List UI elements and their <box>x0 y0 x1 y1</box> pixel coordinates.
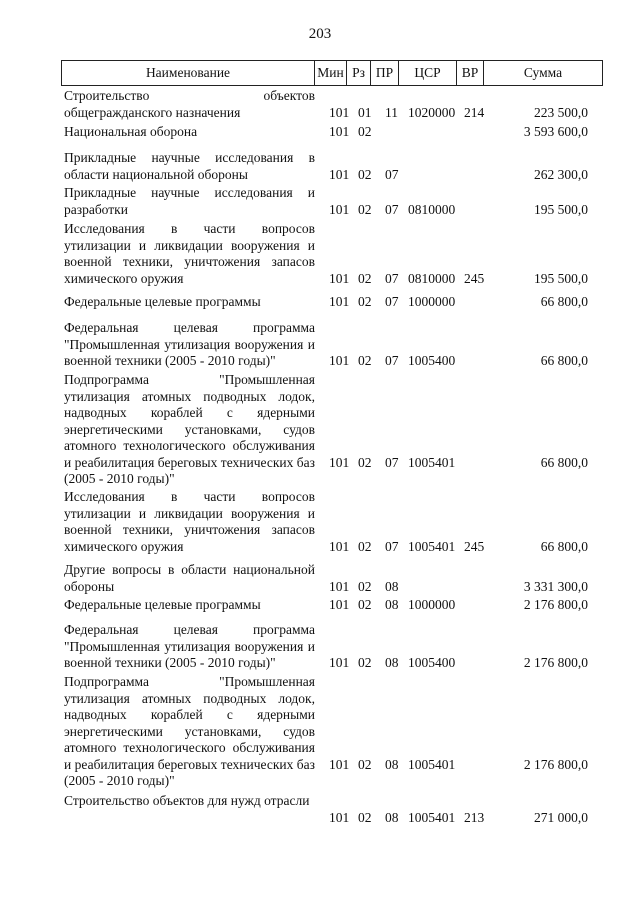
row-rz-cell: 02 <box>358 809 372 825</box>
row-pr-cell: 08 <box>385 597 399 612</box>
column-header-min: Мин <box>315 61 347 85</box>
row-sum-cell: 271 000,0 <box>534 809 588 825</box>
column-header-name: Наименование <box>62 61 315 85</box>
row-csr-cell: 1005401 <box>408 454 456 470</box>
row-pr-cell: 08 <box>385 655 399 670</box>
row-name-cell: Федеральные целевые программы <box>64 294 261 309</box>
column-header-csr: ЦСР <box>399 61 457 85</box>
row-min-cell: 101 <box>329 104 350 120</box>
row-sum-cell: 262 300,0 <box>534 166 588 182</box>
row-rz-cell: 02 <box>358 124 372 139</box>
row-sum-cell: 3 331 300,0 <box>523 578 588 594</box>
row-name-cell: Подпрограмма "Промышленная утилизация атомных подводных лодок, надводных кораблей с ядерными энергетическими установками, судов атомного технологического обслуживания и реабилитация береговых технических баз (2005 - 2010 годы)" <box>64 372 315 486</box>
table-row <box>0 88 640 121</box>
table-row <box>0 150 640 183</box>
row-pr-cell: 11 <box>385 104 398 120</box>
row-pr-cell: 07 <box>385 353 399 368</box>
row-rz-cell: 02 <box>358 454 372 470</box>
row-name-cell: Исследования в части вопросов утилизации и ликвидации вооружения и военной техники, уничтожения запасов химического оружия <box>64 221 315 286</box>
row-pr-cell: 07 <box>385 294 399 309</box>
row-csr-cell: 1020000 <box>408 104 456 120</box>
row-pr-cell: 07 <box>385 538 399 554</box>
row-rz-cell: 02 <box>358 597 372 612</box>
table-row <box>0 221 640 287</box>
column-header-vr: ВР <box>457 61 484 85</box>
table-row <box>0 320 640 370</box>
row-min-cell: 101 <box>329 597 350 612</box>
row-sum-cell: 66 800,0 <box>540 353 588 368</box>
row-sum-cell: 2 176 800,0 <box>523 756 588 772</box>
table-row <box>0 489 640 555</box>
row-sum-cell: 195 500,0 <box>534 201 588 217</box>
row-rz-cell: 02 <box>358 294 372 309</box>
row-csr-cell: 1000000 <box>408 294 456 309</box>
row-min-cell: 101 <box>329 538 350 554</box>
row-csr-cell: 1005401 <box>408 809 456 825</box>
row-rz-cell: 01 <box>358 104 372 120</box>
row-sum-cell: 66 800,0 <box>540 454 588 470</box>
row-rz-cell: 02 <box>358 655 372 670</box>
row-rz-cell: 02 <box>358 538 372 554</box>
row-pr-cell: 07 <box>385 166 399 182</box>
row-csr-cell: 1005401 <box>408 538 456 554</box>
table-row <box>0 674 640 788</box>
row-min-cell: 101 <box>329 201 350 217</box>
row-min-cell: 101 <box>329 353 350 368</box>
column-header-sum: Сумма <box>523 65 563 80</box>
table-row <box>0 622 640 672</box>
row-pr-cell: 08 <box>385 578 399 594</box>
row-name-cell: Исследования в части вопросов утилизации и ликвидации вооружения и военной техники, уничтожения запасов химического оружия <box>64 489 315 554</box>
row-vr-cell: 213 <box>464 809 485 825</box>
row-rz-cell: 02 <box>358 166 372 182</box>
row-name-cell: Федеральные целевые программы <box>64 597 261 612</box>
row-name-cell: Федеральная целевая программа "Промышленная утилизация вооружения и военной техники (2005 - 2010 годы)" <box>64 622 315 670</box>
row-csr-cell: 1005400 <box>408 353 456 368</box>
row-name-cell: Строительство объектов для нужд отрасли <box>64 793 310 808</box>
row-min-cell: 101 <box>329 756 350 772</box>
row-name-cell: Прикладные научные исследования в области национальной обороны <box>64 150 315 182</box>
row-sum-cell: 2 176 800,0 <box>523 655 588 670</box>
row-name-cell: Федеральная целевая программа "Промышленная утилизация вооружения и военной техники (2005 - 2010 годы)" <box>64 320 315 368</box>
column-header-rz: Рз <box>347 61 371 85</box>
row-name-cell: Другие вопросы в области национальной обороны <box>64 562 315 594</box>
table-row <box>0 124 640 141</box>
row-rz-cell: 02 <box>358 756 372 772</box>
row-rz-cell: 02 <box>358 353 372 368</box>
row-pr-cell: 07 <box>385 201 399 217</box>
row-csr-cell: 0810000 <box>408 270 456 286</box>
row-name-cell: Национальная оборона <box>64 124 198 139</box>
row-min-cell: 101 <box>329 294 350 309</box>
row-vr-cell: 245 <box>464 270 485 286</box>
table-row <box>0 294 640 311</box>
row-vr-cell: 245 <box>464 538 485 554</box>
row-pr-cell: 08 <box>385 809 399 825</box>
row-csr-cell: 1005400 <box>408 655 456 670</box>
row-name-cell: Прикладные научные исследования и разработки <box>64 185 315 217</box>
row-rz-cell: 02 <box>358 270 372 286</box>
row-sum-cell: 223 500,0 <box>534 104 588 120</box>
table-row <box>0 562 640 595</box>
row-min-cell: 101 <box>329 166 350 182</box>
row-sum-cell: 66 800,0 <box>540 294 588 309</box>
table-header <box>61 60 603 86</box>
row-csr-cell: 1000000 <box>408 597 456 612</box>
row-rz-cell: 02 <box>358 201 372 217</box>
row-sum-cell: 195 500,0 <box>534 270 588 286</box>
row-pr-cell: 07 <box>385 270 399 286</box>
row-csr-cell: 1005401 <box>408 756 456 772</box>
row-min-cell: 101 <box>329 124 350 139</box>
column-header-pr: ПР <box>371 61 399 85</box>
row-pr-cell: 08 <box>385 756 399 772</box>
row-vr-cell: 214 <box>464 104 485 120</box>
row-min-cell: 101 <box>329 655 350 670</box>
row-name-cell: Строительство объектов общегражданского назначения <box>64 88 315 120</box>
row-min-cell: 101 <box>329 578 350 594</box>
row-sum-cell: 66 800,0 <box>540 538 588 554</box>
table-row <box>0 372 640 486</box>
row-csr-cell: 0810000 <box>408 201 456 217</box>
page-number: 203 <box>308 26 332 42</box>
row-sum-cell: 2 176 800,0 <box>523 597 588 612</box>
table-row <box>0 597 640 614</box>
table-row <box>0 793 640 826</box>
row-pr-cell: 07 <box>385 454 399 470</box>
row-min-cell: 101 <box>329 809 350 825</box>
table-row <box>0 185 640 218</box>
row-min-cell: 101 <box>329 270 350 286</box>
row-rz-cell: 02 <box>358 578 372 594</box>
row-sum-cell: 3 593 600,0 <box>523 124 588 139</box>
row-min-cell: 101 <box>329 454 350 470</box>
row-name-cell: Подпрограмма "Промышленная утилизация атомных подводных лодок, надводных кораблей с ядерными энергетическими установками, судов атомного технологического обслуживания и реабилитация береговых технических баз (2005 - 2010 годы)" <box>64 674 315 788</box>
